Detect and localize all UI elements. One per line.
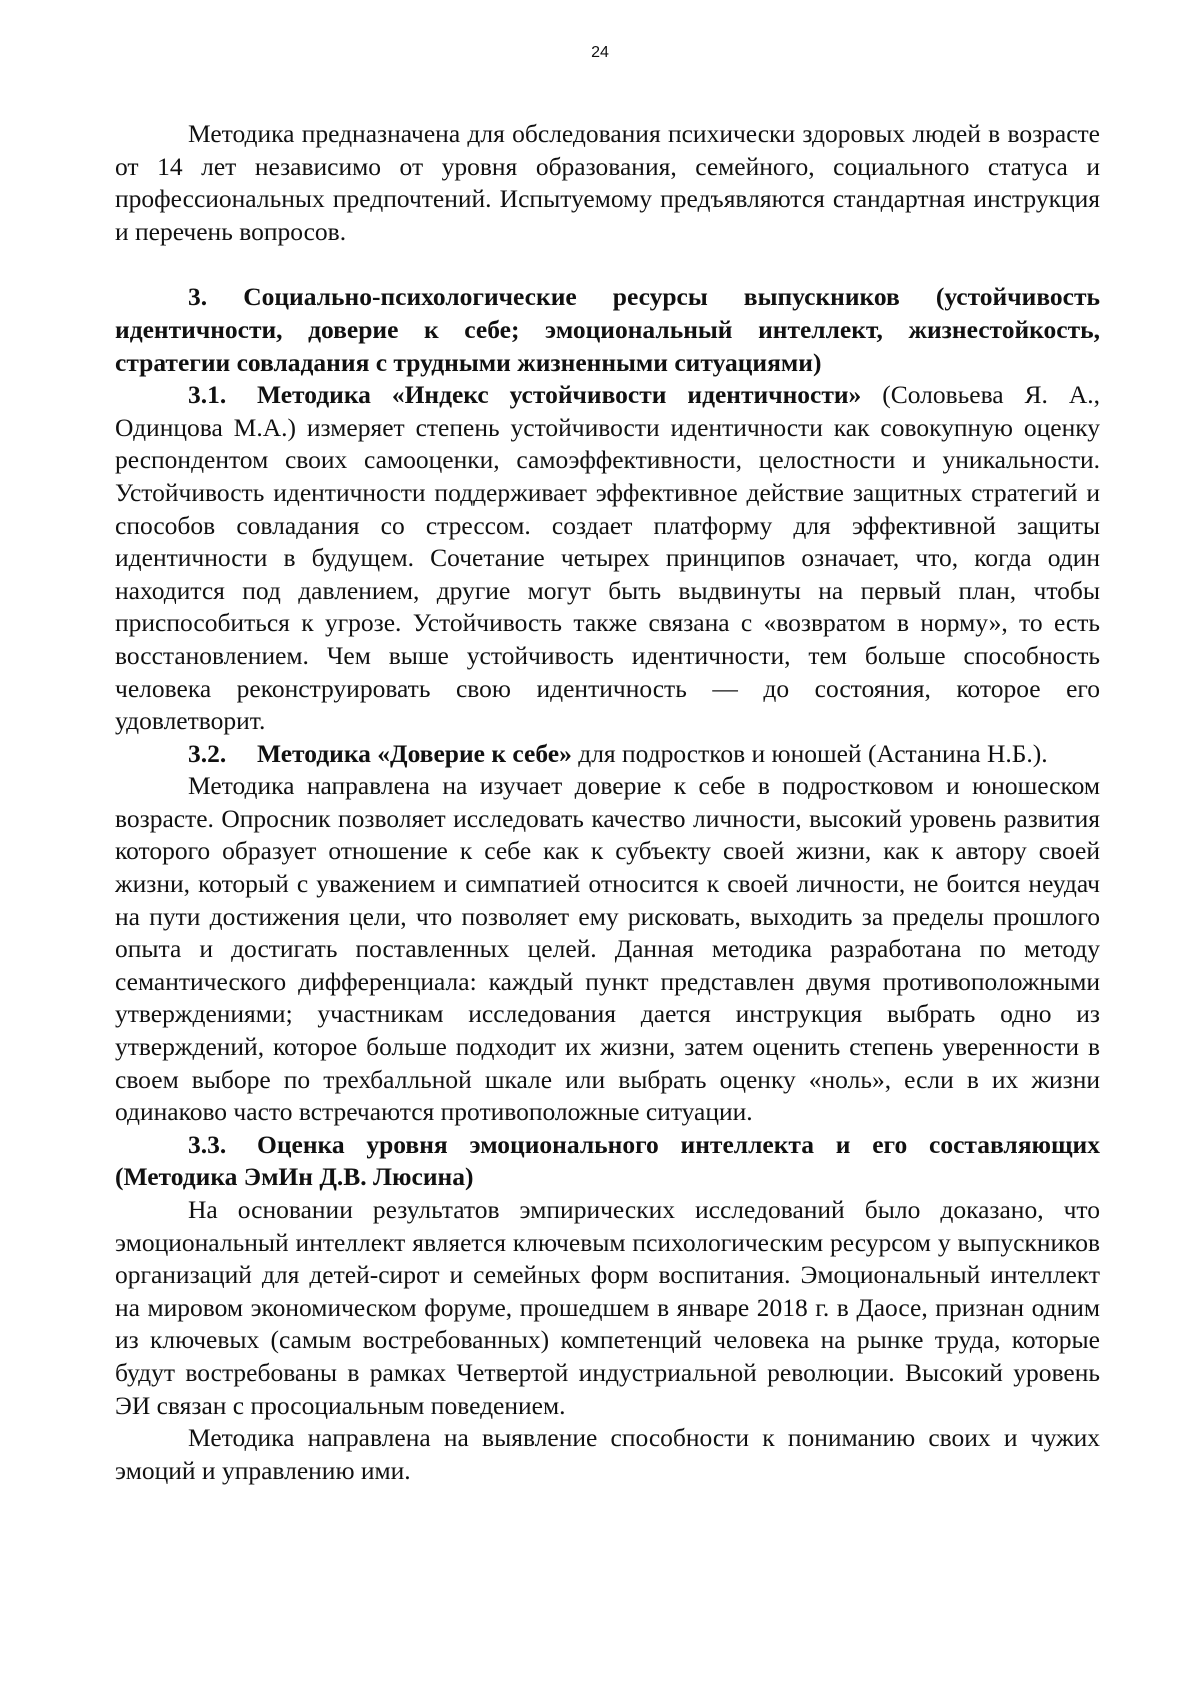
subsection-3-1	[115, 379, 1100, 738]
subsection-3-2	[115, 738, 1100, 771]
intro-paragraph: Методика предназначена для обследования психически здоровых людей в возрасте от 14 лет независимо от уровня образования, семейного, социального статуса и профессиональных предпочтений. Испытуемому предъявляются стандартная инструкция и перечень вопросов.	[115, 119, 1100, 246]
subsection-3-3-title: Оценка уровня эмоционального интеллекта и его составляющих (Методика ЭмИн Д.В. Люсина)	[115, 1129, 1100, 1192]
subsection-3-1-title: Методика «Индекс устойчивости идентичности»	[257, 380, 862, 410]
subsection-3-3-paragraph-1: На основании результатов эмпирических исследований было доказано, что эмоциональный интеллект является ключевым психологическим ресурсом у выпускников организаций для детей-сирот и семейных форм воспитания. Эмоциональный интеллект на мировом экономическом форуме, прошедшем в январе 2018 г. в Даосе, признан одним из ключевых (самым востребованных) компетенций человека на рынке труда, которые будут востребованы в рамках Четвертой индустриальной революции. Высокий уровень ЭИ связан с просоциальным поведением.	[115, 1195, 1100, 1420]
subsection-3-3	[115, 1129, 1100, 1194]
page-number: 24	[591, 44, 609, 61]
subsection-3-2-number: 3.2.	[188, 738, 227, 768]
subsection-3-1-text: (Соловьева Я. А., Одинцова М.А.) измеряет степень устойчивости идентичности как совокупную оценку респондентом своих самооценки, самоэффективности, целостности и уникальности. Устойчивость идентичности поддерживает эффективное действие защитных стратегий и способов совладания со стрессом. создает платформу для эффективной защиты идентичности в будущем. Сочетание четырех принципов означает, что, когда один находится под давлением, другие могут быть выдвинуты на первый план, чтобы приспособиться к угрозе. Устойчивость также связана с «возвратом в норму», то есть восстановлением. Чем выше устойчивость идентичности, тем больше способность человека реконструировать свою идентичность — до состояния, которое его удовлетворит.	[115, 380, 1100, 736]
subsection-3-1-number: 3.1.	[188, 380, 227, 410]
subsection-3-3-paragraph-2: Методика направлена на выявление способности к пониманию своих и чужих эмоций и управлению ими.	[115, 1423, 1100, 1485]
document-body	[115, 118, 1100, 1487]
section-spacer	[115, 248, 1100, 281]
subsection-3-2-title: Методика «Доверие к себе»	[257, 738, 572, 768]
subsection-3-3-number: 3.3.	[188, 1129, 227, 1159]
subsection-3-2-text: для подростков и юношей (Астанина Н.Б.).	[571, 738, 1048, 768]
section-3-heading: 3. Социально-психологические ресурсы выпускников (устойчивость идентичности, доверие к себе; эмоциональный интеллект, жизнестойкость, стратегии совладания с трудными жизненными ситуациями)	[115, 282, 1100, 377]
subsection-3-2-paragraph: Методика направлена на изучает доверие к себе в подростковом и юношеском возрасте. Опросник позволяет исследовать качество личности, высокий уровень развития которого образует отношение к себе как к субъекту своей жизни, как к автору своей жизни, который с уважением и симпатией относится к своей личности, не боится неудач на пути достижения цели, что позволяет ему рисковать, выходить за пределы прошлого опыта и достигать поставленных целей. Данная методика разработана по методу семантического дифференциала: каждый пункт представлен двумя противоположными утверждениями; участникам исследования дается инструкция выбрать одно из утверждений, которое больше подходит их жизни, затем оценить степень уверенности в своем выборе по трехбалльной шкале или выбрать оценку «ноль», если в их жизни одинаково часто встречаются противоположные ситуации.	[115, 771, 1100, 1127]
